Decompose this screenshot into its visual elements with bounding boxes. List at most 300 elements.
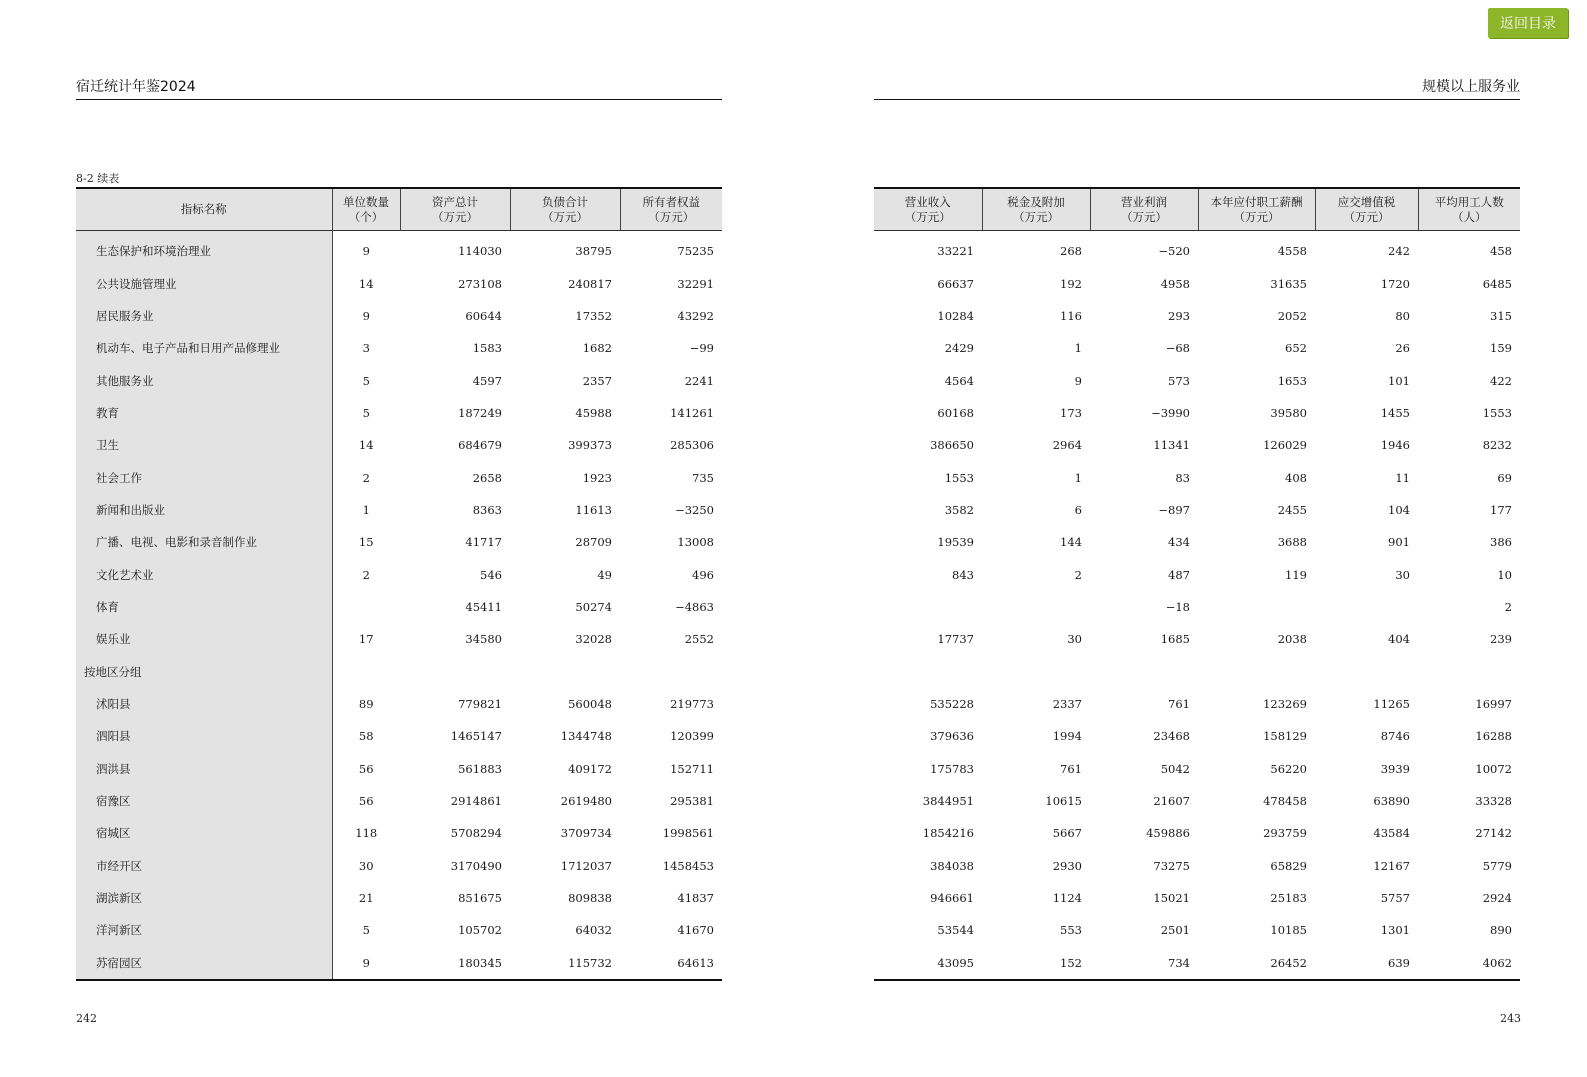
cell-value: 6 — [1074, 502, 1082, 517]
cell-value: 5667 — [1052, 826, 1082, 841]
left-table-header-row — [76, 188, 722, 231]
cell-value: 101 — [1388, 373, 1410, 388]
cell-liabilities: 1344748 — [560, 729, 612, 744]
cell-liabilities: 1682 — [582, 341, 612, 356]
table-row — [874, 300, 1520, 332]
cell-equity: 41837 — [677, 891, 714, 906]
cell-count — [332, 591, 400, 623]
cell-value: 1 — [1074, 470, 1082, 485]
cell-value — [982, 655, 1090, 687]
cell-value: 459886 — [1146, 826, 1190, 841]
column-header — [510, 188, 620, 231]
column-header-unit: （万元） — [1343, 209, 1390, 224]
cell-equity: 496 — [692, 567, 714, 582]
cell-value: 2 — [1504, 599, 1512, 614]
cell-equity: −4863 — [675, 599, 714, 614]
back-to-contents-button[interactable]: 返回目录 — [1488, 8, 1568, 38]
column-header — [1418, 188, 1520, 231]
cell-assets: 1465147 — [450, 729, 502, 744]
section-title: 规模以上服务业 — [1422, 79, 1520, 95]
cell-assets: 180345 — [458, 955, 502, 970]
table-row — [76, 688, 722, 720]
table-row — [874, 688, 1520, 720]
cell-value: 4564 — [944, 373, 974, 388]
cell-assets: 851675 — [458, 891, 502, 906]
cell-value: 4062 — [1482, 955, 1512, 970]
cell-value: 2429 — [944, 341, 974, 356]
table-row — [76, 914, 722, 946]
cell-value: 10615 — [1045, 794, 1082, 809]
cell-value — [874, 655, 982, 687]
table-row — [76, 526, 722, 558]
cell-value — [1198, 591, 1315, 623]
cell-value: 422 — [1490, 373, 1512, 388]
cell-value: 17737 — [937, 632, 974, 647]
row-name-cell: 居民服务业 — [76, 300, 332, 332]
cell-assets: 34580 — [465, 632, 502, 647]
cell-value: 39580 — [1270, 405, 1307, 420]
cell-equity: 1998561 — [662, 826, 714, 841]
cell-equity: 13008 — [677, 535, 714, 550]
cell-count: 9 — [362, 308, 370, 323]
cell-value: 901 — [1388, 535, 1410, 550]
cell-value: 553 — [1060, 923, 1082, 938]
cell-value — [1198, 655, 1315, 687]
table-row — [76, 332, 722, 364]
table-row — [874, 785, 1520, 817]
cell-value: 26 — [1395, 341, 1410, 356]
cell-value: 12167 — [1373, 858, 1410, 873]
table-row — [874, 364, 1520, 396]
table-row — [76, 947, 722, 980]
row-name-cell: 娱乐业 — [76, 623, 332, 655]
cell-liabilities: 809838 — [568, 891, 612, 906]
column-header — [620, 188, 722, 231]
cell-count: 1 — [362, 502, 370, 517]
cell-value: 573 — [1168, 373, 1190, 388]
cell-value: 11 — [1395, 470, 1410, 485]
column-header-unit: （万元） — [1121, 209, 1167, 224]
cell-count: 89 — [358, 696, 374, 711]
row-name-cell: 洋河新区 — [76, 914, 332, 946]
cell-equity: 285306 — [670, 438, 714, 453]
column-header — [982, 188, 1090, 231]
cell-liabilities: 32028 — [575, 632, 612, 647]
cell-value: 173 — [1060, 405, 1082, 420]
cell-value: 2038 — [1277, 632, 1307, 647]
table-row — [76, 558, 722, 590]
cell-value: 458 — [1490, 244, 1512, 259]
table-row — [874, 753, 1520, 785]
cell-count: 9 — [362, 955, 370, 970]
cell-liabilities: 49 — [597, 567, 612, 582]
cell-value: 26452 — [1270, 955, 1307, 970]
cell-count: 56 — [358, 794, 374, 809]
cell-value: 5042 — [1160, 761, 1190, 776]
table-row — [76, 591, 722, 623]
table-row — [874, 882, 1520, 914]
row-name-cell: 市经开区 — [76, 850, 332, 882]
cell-count: 17 — [358, 632, 374, 647]
cell-liabilities: 64032 — [575, 923, 612, 938]
row-name-cell: 广播、电视、电影和录音制作业 — [76, 526, 332, 558]
cell-value: 434 — [1168, 535, 1190, 550]
cell-equity: 2241 — [684, 373, 714, 388]
running-head-left — [76, 74, 722, 100]
cell-value: 761 — [1168, 696, 1190, 711]
cell-liabilities: 1923 — [582, 470, 612, 485]
table-row — [874, 558, 1520, 590]
cell-value: 3939 — [1380, 761, 1410, 776]
cell-assets: 684679 — [458, 438, 502, 453]
cell-value: 386 — [1490, 535, 1512, 550]
table-row — [76, 300, 722, 332]
cell-assets: 273108 — [458, 276, 502, 291]
cell-assets: 2914861 — [450, 794, 502, 809]
cell-value: 946661 — [930, 891, 974, 906]
column-header-unit: （万元） — [648, 209, 695, 224]
cell-value: 1946 — [1380, 438, 1410, 453]
cell-assets: 779821 — [458, 696, 502, 711]
cell-value: 2924 — [1482, 891, 1512, 906]
cell-count: 21 — [358, 891, 374, 906]
column-header-unit: （万元） — [1233, 209, 1280, 224]
cell-liabilities — [510, 655, 620, 687]
row-name-cell: 宿城区 — [76, 817, 332, 849]
cell-value: 192 — [1060, 276, 1082, 291]
cell-liabilities: 560048 — [568, 696, 612, 711]
row-name-cell: 其他服务业 — [76, 364, 332, 396]
cell-value: 60168 — [937, 405, 974, 420]
cell-assets: 105702 — [458, 923, 502, 938]
cell-liabilities: 3709734 — [560, 826, 612, 841]
table-row — [76, 753, 722, 785]
cell-equity: 75235 — [677, 244, 714, 259]
cell-assets: 1583 — [472, 341, 502, 356]
running-head-right — [874, 74, 1520, 100]
cell-equity: 735 — [692, 470, 714, 485]
table-row — [76, 882, 722, 914]
column-header-label: 单位数量 — [343, 194, 389, 209]
cell-value: 11341 — [1153, 438, 1190, 453]
cell-value: 56220 — [1270, 761, 1307, 776]
cell-count: 2 — [362, 567, 370, 582]
cell-value: 2 — [1074, 567, 1082, 582]
row-name-cell: 社会工作 — [76, 461, 332, 493]
cell-value: 1720 — [1380, 276, 1410, 291]
cell-assets — [400, 655, 510, 687]
table-row — [76, 397, 722, 429]
cell-assets: 2658 — [472, 470, 502, 485]
cell-value: 25183 — [1270, 891, 1307, 906]
cell-assets: 546 — [480, 567, 502, 582]
cell-value: 21607 — [1153, 794, 1190, 809]
cell-value: 177 — [1490, 502, 1512, 517]
cell-value: 10072 — [1475, 761, 1512, 776]
column-header-unit: （万元） — [432, 209, 478, 224]
cell-value: 487 — [1168, 567, 1190, 582]
cell-value: −897 — [1158, 502, 1190, 517]
row-name-cell: 卫生 — [76, 429, 332, 461]
cell-assets: 4597 — [472, 373, 502, 388]
column-header-label: 指标名称 — [180, 202, 227, 216]
cell-value: 43095 — [937, 955, 974, 970]
cell-value: 9 — [1074, 373, 1082, 388]
cell-equity: −99 — [689, 341, 714, 356]
row-name-cell: 新闻和出版业 — [76, 494, 332, 526]
cell-value — [1090, 655, 1198, 687]
cell-value: 53544 — [937, 923, 974, 938]
cell-value: 3582 — [944, 502, 974, 517]
cell-value: 242 — [1388, 244, 1410, 259]
cell-value: 1455 — [1380, 405, 1410, 420]
column-header-label: 应交增值税 — [1337, 194, 1396, 209]
cell-value: −18 — [1165, 599, 1190, 614]
cell-value: 73275 — [1153, 858, 1190, 873]
cell-equity: 2552 — [684, 632, 714, 647]
column-header-unit: （万元） — [1013, 209, 1059, 224]
table-row — [874, 655, 1520, 687]
cell-liabilities: 240817 — [568, 276, 612, 291]
cell-value: 30 — [1067, 632, 1082, 647]
cell-value: 3844951 — [922, 794, 974, 809]
cell-value: 5779 — [1482, 858, 1512, 873]
cell-count: 56 — [358, 761, 374, 776]
cell-value: 734 — [1168, 955, 1190, 970]
cell-assets: 45411 — [465, 599, 502, 614]
column-header-unit: （个） — [348, 209, 384, 224]
table-row — [874, 720, 1520, 752]
cell-equity — [620, 655, 722, 687]
column-header-label: 资产总计 — [432, 194, 478, 209]
cell-count: 5 — [362, 923, 370, 938]
cell-value: 1685 — [1160, 632, 1190, 647]
cell-assets: 5708294 — [450, 826, 502, 841]
cell-value — [874, 591, 982, 623]
cell-value: 69 — [1497, 470, 1512, 485]
cell-assets: 187249 — [458, 405, 502, 420]
row-name-cell: 宿豫区 — [76, 785, 332, 817]
cell-value: 15021 — [1153, 891, 1190, 906]
row-name-cell: 湖滨新区 — [76, 882, 332, 914]
table-row — [874, 494, 1520, 526]
table-row — [76, 850, 722, 882]
table-row — [76, 461, 722, 493]
column-header-label: 营业收入 — [904, 194, 951, 209]
table-row — [76, 655, 722, 687]
cell-count — [332, 655, 400, 687]
cell-value: 408 — [1285, 470, 1307, 485]
row-name-cell: 沭阳县 — [76, 688, 332, 720]
cell-count: 14 — [358, 276, 374, 291]
column-header — [874, 188, 982, 231]
row-name-cell: 文化艺术业 — [76, 558, 332, 590]
cell-value: 123269 — [1263, 696, 1307, 711]
cell-value: 1854216 — [922, 826, 974, 841]
cell-assets: 114030 — [458, 244, 502, 259]
cell-liabilities: 1712037 — [560, 858, 612, 873]
table-row — [874, 850, 1520, 882]
cell-value: 16288 — [1475, 729, 1512, 744]
cell-value: 43584 — [1373, 826, 1410, 841]
cell-equity: 295381 — [670, 794, 714, 809]
page-number-right: 243 — [1500, 1012, 1521, 1025]
cell-liabilities: 115732 — [568, 955, 612, 970]
cell-value: 4958 — [1160, 276, 1190, 291]
column-header — [1090, 188, 1198, 231]
cell-value: 2455 — [1277, 502, 1307, 517]
table-row — [874, 332, 1520, 364]
cell-assets: 3170490 — [450, 858, 502, 873]
table-row — [76, 785, 722, 817]
cell-count: 30 — [358, 858, 374, 873]
cell-value: 2964 — [1052, 438, 1082, 453]
cell-liabilities: 2357 — [582, 373, 612, 388]
cell-value: 1301 — [1380, 923, 1410, 938]
cell-value: 33328 — [1475, 794, 1512, 809]
cell-value: −68 — [1165, 341, 1190, 356]
table-row — [874, 817, 1520, 849]
right-data-table — [874, 187, 1520, 981]
cell-value: 293759 — [1263, 826, 1307, 841]
cell-value: 843 — [952, 567, 974, 582]
cell-value: 384038 — [930, 858, 974, 873]
table-row — [76, 720, 722, 752]
cell-value — [1315, 655, 1418, 687]
cell-equity: 41670 — [677, 923, 714, 938]
cell-liabilities: 399373 — [568, 438, 612, 453]
table-row — [76, 429, 722, 461]
cell-value: 144 — [1060, 535, 1082, 550]
cell-equity: 120399 — [670, 729, 714, 744]
row-name-cell: 苏宿园区 — [76, 947, 332, 980]
cell-value: 2930 — [1052, 858, 1082, 873]
cell-equity: 219773 — [670, 696, 714, 711]
table-row — [874, 397, 1520, 429]
column-header-unit: （万元） — [542, 209, 588, 224]
column-header-label: 本年应付职工薪酬 — [1210, 194, 1303, 209]
cell-value: 66637 — [937, 276, 974, 291]
cell-value: 315 — [1490, 308, 1512, 323]
cell-value: 11265 — [1373, 696, 1410, 711]
page-number-left: 242 — [76, 1012, 97, 1025]
cell-equity: −3250 — [675, 502, 714, 517]
row-name-cell: 公共设施管理业 — [76, 267, 332, 299]
cell-count: 5 — [362, 373, 370, 388]
cell-value: 119 — [1285, 567, 1307, 582]
column-header-label: 税金及附加 — [1007, 194, 1065, 209]
row-name-cell: 泗洪县 — [76, 753, 332, 785]
cell-value: 2501 — [1160, 923, 1190, 938]
table-row — [874, 526, 1520, 558]
table-row — [874, 461, 1520, 493]
cell-liabilities: 409172 — [568, 761, 612, 776]
table-row — [874, 429, 1520, 461]
table-row — [76, 364, 722, 396]
cell-value: 16997 — [1475, 696, 1512, 711]
cell-value: 535228 — [930, 696, 974, 711]
cell-count: 58 — [358, 729, 374, 744]
cell-value: 5757 — [1380, 891, 1410, 906]
yearbook-title: 宿迁统计年鉴2024 — [76, 79, 196, 95]
cell-value: 8232 — [1482, 438, 1512, 453]
cell-value: 65829 — [1270, 858, 1307, 873]
table-row — [874, 623, 1520, 655]
cell-value: 152 — [1060, 955, 1082, 970]
cell-value: 1124 — [1052, 891, 1082, 906]
cell-value: 8746 — [1380, 729, 1410, 744]
cell-value: 761 — [1060, 761, 1082, 776]
cell-equity: 1458453 — [662, 858, 714, 873]
cell-value: 10185 — [1270, 923, 1307, 938]
column-header-unit: （人） — [1452, 209, 1487, 224]
cell-equity: 152711 — [670, 761, 714, 776]
table-row — [874, 231, 1520, 268]
column-header-unit: （万元） — [904, 209, 951, 224]
row-name-cell: 生态保护和环境治理业 — [76, 231, 332, 268]
cell-value — [982, 591, 1090, 623]
row-name-cell: 按地区分组 — [76, 655, 332, 687]
cell-value: 639 — [1388, 955, 1410, 970]
cell-value — [1315, 591, 1418, 623]
cell-liabilities: 45988 — [575, 405, 612, 420]
cell-count: 5 — [362, 405, 370, 420]
cell-liabilities: 11613 — [575, 502, 612, 517]
column-header — [400, 188, 510, 231]
cell-value: 19539 — [937, 535, 974, 550]
cell-value: 10284 — [937, 308, 974, 323]
cell-count: 9 — [362, 244, 370, 259]
cell-value: 23468 — [1153, 729, 1190, 744]
cell-liabilities: 2619480 — [560, 794, 612, 809]
cell-equity: 141261 — [670, 405, 714, 420]
cell-liabilities: 50274 — [575, 599, 612, 614]
column-header — [1315, 188, 1418, 231]
row-name-cell: 体育 — [76, 591, 332, 623]
cell-value: 104 — [1388, 502, 1410, 517]
table-row — [874, 947, 1520, 980]
left-data-table — [76, 187, 722, 981]
cell-value: 890 — [1490, 923, 1512, 938]
cell-value: 33221 — [937, 244, 974, 259]
table-row — [76, 623, 722, 655]
cell-value: 31635 — [1270, 276, 1307, 291]
right-table-header-row — [874, 188, 1520, 231]
cell-value: 652 — [1285, 341, 1307, 356]
table-row — [874, 914, 1520, 946]
cell-value: 159 — [1490, 341, 1512, 356]
cell-value: 175783 — [930, 761, 974, 776]
cell-value: 386650 — [930, 438, 974, 453]
cell-value: 1653 — [1277, 373, 1307, 388]
column-header — [1198, 188, 1315, 231]
cell-value: 116 — [1060, 308, 1082, 323]
cell-value: 239 — [1490, 632, 1512, 647]
cell-value: 1 — [1074, 341, 1082, 356]
cell-assets: 8363 — [472, 502, 502, 517]
cell-count: 3 — [362, 341, 370, 356]
cell-value: 268 — [1060, 244, 1082, 259]
cell-value: 158129 — [1263, 729, 1307, 744]
cell-equity: 43292 — [677, 308, 714, 323]
table-row — [76, 267, 722, 299]
cell-value: 2337 — [1052, 696, 1082, 711]
cell-value: 63890 — [1373, 794, 1410, 809]
cell-value: 30 — [1395, 567, 1410, 582]
cell-value: 1994 — [1052, 729, 1082, 744]
cell-value: 83 — [1175, 470, 1190, 485]
cell-value: 2052 — [1277, 308, 1307, 323]
